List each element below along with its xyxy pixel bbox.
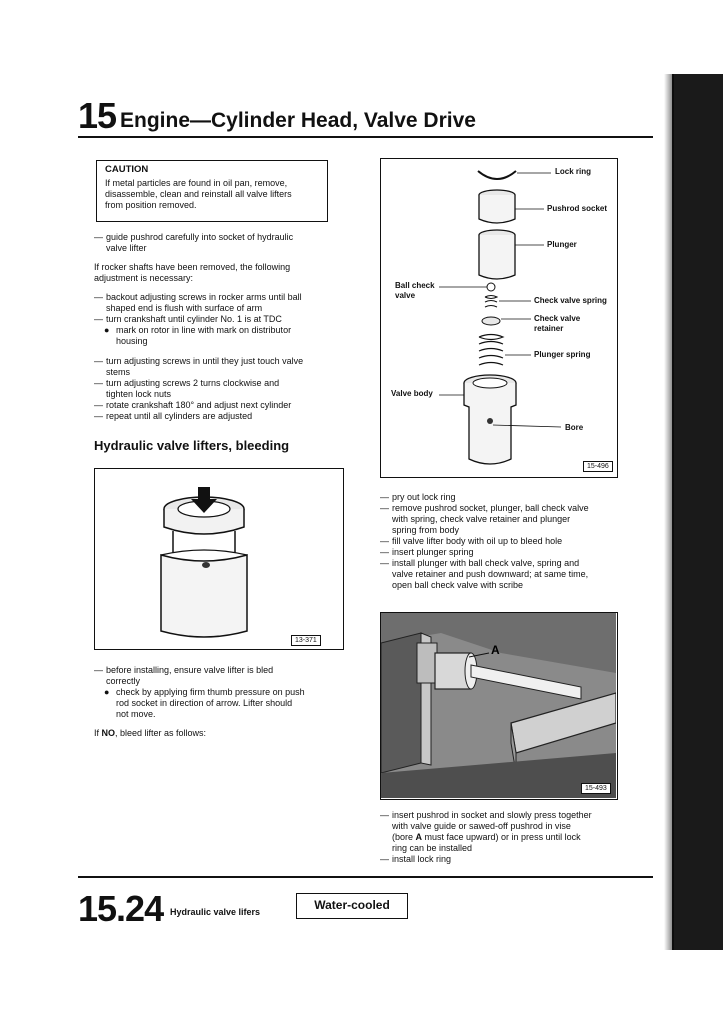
if-no-bold: NO bbox=[101, 728, 116, 738]
step-install-lock: install lock ring bbox=[392, 854, 452, 864]
bore-prefix: (bore bbox=[392, 832, 416, 842]
caution-line: from position removed. bbox=[105, 200, 197, 210]
bore-label: A bbox=[415, 832, 423, 842]
label-plunger-spring: Plunger spring bbox=[534, 350, 591, 359]
step-insert-pushrod: insert pushrod in socket and slowly press together bbox=[392, 810, 592, 820]
vise-drawing bbox=[381, 613, 616, 798]
chapter-title: Engine—Cylinder Head, Valve Drive bbox=[120, 109, 476, 132]
lifter-figure bbox=[94, 468, 344, 650]
text-line: guide pushrod carefully into socket of hydraulic bbox=[106, 232, 294, 242]
step-remove: remove pushrod socket, plunger, ball check valve bbox=[392, 503, 589, 513]
exploded-figure bbox=[380, 158, 618, 478]
step-rotate: rotate crankshaft 180° and adjust next cylinder bbox=[106, 400, 292, 410]
bullet-mark-cont: housing bbox=[116, 336, 148, 346]
step-insert-spring: insert plunger spring bbox=[392, 547, 474, 557]
step-backout-cont: shaped end is flush with surface of arm bbox=[106, 303, 263, 313]
step-two-turns-cont: tighten lock nuts bbox=[106, 389, 172, 399]
footer-title: Hydraulic valve lifers bbox=[170, 907, 261, 917]
label-bore: Bore bbox=[565, 423, 584, 432]
text-line: before installing, ensure valve lifter is bled bbox=[106, 665, 274, 675]
label-a: A bbox=[491, 643, 500, 657]
step-turn-screws: turn adjusting screws in until they just touch valve bbox=[106, 356, 304, 366]
step-fill: fill valve lifter body with oil up to bleed hole bbox=[392, 536, 563, 546]
bullet-check-cont: rod socket in direction of arrow. Lifter should bbox=[116, 698, 293, 708]
text-line: If rocker shafts have been removed, the following bbox=[94, 262, 291, 272]
rocker-intro bbox=[94, 262, 334, 284]
figure-ref: 13-371 bbox=[291, 635, 321, 646]
step-remove-cont: with spring, check valve retainer and plunger bbox=[392, 514, 571, 524]
scan-edge-gradient bbox=[664, 74, 674, 950]
bullet-check: check by applying firm thumb pressure on push bbox=[116, 687, 305, 697]
section-heading: Hydraulic valve lifters, bleeding bbox=[94, 438, 290, 453]
adjustment-steps: — backout adjusting screws in rocker arms until ball shaped end is flush with surface of arm — turn crankshaft until cylinder No. 1 is at TDC ● mark on rotor in line with mark on distributor housing — turn adjusting screws in until they just touch valve stems — turn adjusting screws 2 turns clockwise and tighten lock nuts — rotate crankshaft 180° and adjust next cylinder — repeat until all cylinders are adjusted bbox=[94, 292, 304, 421]
caution-box bbox=[96, 160, 328, 222]
step-pry: pry out lock ring bbox=[392, 492, 456, 502]
if-no-prefix: If bbox=[94, 728, 102, 738]
label-plunger: Plunger bbox=[547, 240, 577, 249]
bullet-mark: mark on rotor in line with mark on distributor bbox=[116, 325, 292, 335]
scan-edge-shadow bbox=[672, 74, 723, 950]
bore-rest: must face upward) or in press until lock bbox=[422, 832, 581, 842]
label-ball-check: Ball check bbox=[395, 281, 435, 290]
step-turn-screws-cont: stems bbox=[106, 367, 131, 377]
caution-heading: CAUTION bbox=[105, 164, 149, 175]
step-turn-crank: turn crankshaft until cylinder No. 1 is at TDC bbox=[106, 314, 282, 324]
label-retainer: retainer bbox=[534, 324, 564, 333]
step-install-plunger-cont: open ball check valve with scribe bbox=[392, 580, 524, 590]
bleed-check: — before installing, ensure valve lifter is bled correctly ● check by applying firm thumb pressure on push rod socket in direction of arrow. Lifter should not move. If NO, bleed lifter as follows: bbox=[94, 665, 305, 738]
text-line: valve lifter bbox=[106, 243, 147, 253]
figure-ref: 15-496 bbox=[583, 461, 613, 472]
if-no-rest: , bleed lifter as follows: bbox=[115, 728, 207, 738]
bleed-steps: — pry out lock ring — remove pushrod socket, plunger, ball check valve with spring, check valve retainer and plunger spring from body — fill valve lifter body with oil up to bleed hole — insert plunger spring — install plunger with ball check valve, spring and valve retainer and push downward; at same time, open ball check valve with scribe bbox=[380, 492, 589, 590]
text-line: correctly bbox=[106, 676, 141, 686]
vise-figure bbox=[380, 612, 618, 800]
label-check-valve: Check valve bbox=[534, 314, 581, 323]
step-install-plunger: install plunger with ball check valve, spring and bbox=[392, 558, 580, 568]
figure-ref: 15-493 bbox=[581, 783, 611, 794]
final-steps: — insert pushrod in socket and slowly press together with valve guide or sawed-off pushrod in vise (bore A must face upward) or in press until lock ring can be installed — install lock ring bbox=[380, 810, 592, 864]
lifter-drawing bbox=[95, 469, 342, 648]
step-insert-pushrod-cont: ring can be installed bbox=[392, 843, 473, 853]
label-pushrod-socket: Pushrod socket bbox=[547, 204, 608, 213]
header-rule bbox=[78, 136, 653, 138]
caution-line: If metal particles are found in oil pan, remove, bbox=[105, 178, 288, 188]
label-check-valve-spring: Check valve spring bbox=[534, 296, 607, 305]
step-repeat: repeat until all cylinders are adjusted bbox=[106, 411, 253, 421]
label-ball-check-valve: valve bbox=[395, 291, 416, 300]
step-insert-pushrod-cont: with valve guide or sawed-off pushrod in vise bbox=[392, 821, 571, 831]
caution-line: disassemble, clean and reinstall all valve lifters bbox=[105, 189, 292, 199]
page-number: 15.24 bbox=[78, 888, 164, 929]
step-install-plunger-cont: valve retainer and push downward; at same time, bbox=[392, 569, 589, 579]
footer-rule bbox=[78, 876, 653, 878]
text-line: adjustment is necessary: bbox=[94, 273, 194, 283]
step-remove-cont: spring from body bbox=[392, 525, 460, 535]
label-lock-ring: Lock ring bbox=[555, 167, 592, 176]
step-two-turns: turn adjusting screws 2 turns clockwise and bbox=[106, 378, 280, 388]
guide-pushrod-step: — guide pushrod carefully into socket of hydraulic valve lifter bbox=[94, 232, 294, 253]
label-valve-body: Valve body bbox=[391, 389, 433, 398]
step-backout: backout adjusting screws in rocker arms until ball bbox=[106, 292, 302, 302]
bullet-check-cont: not move. bbox=[116, 709, 156, 719]
chapter-number: 15 bbox=[78, 95, 117, 136]
water-cooled-badge: Water-cooled bbox=[296, 893, 408, 919]
